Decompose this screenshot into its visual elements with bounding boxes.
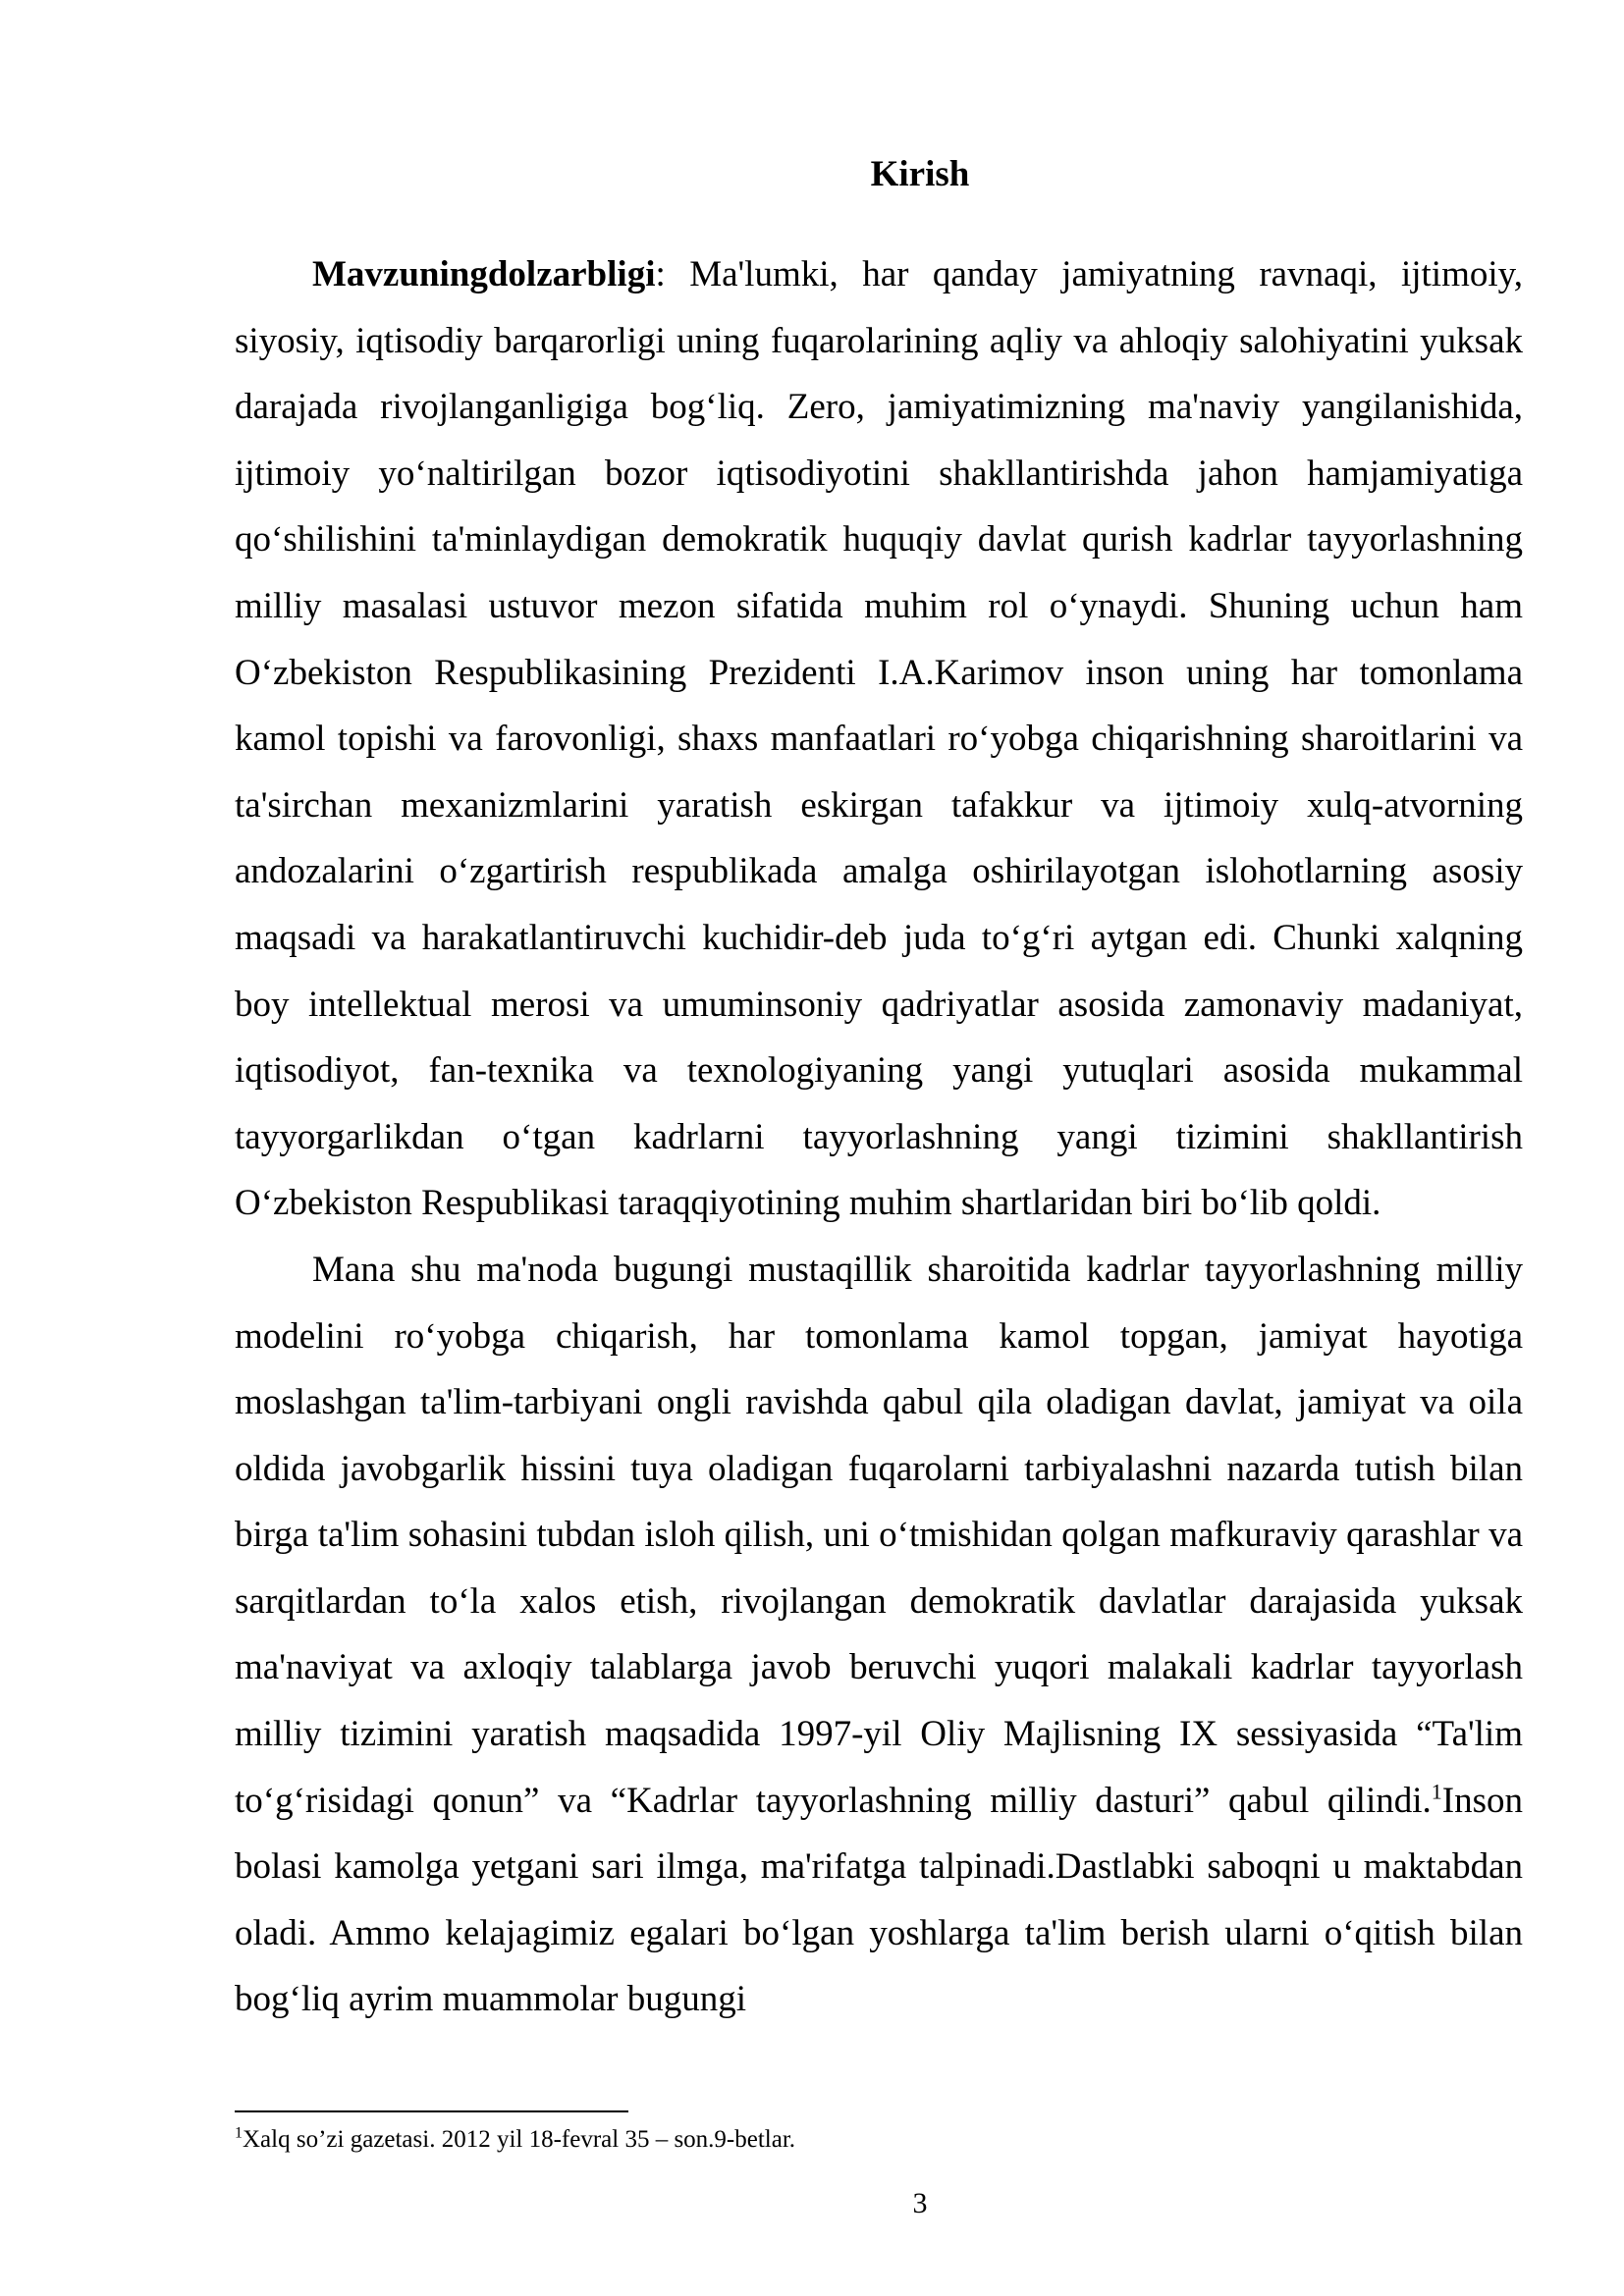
footnote-separator (235, 2110, 628, 2112)
paragraph-education-reform-text: Mana shu ma'noda bugungi mustaqillik sharoitida kadrlar tayyorlashning milliy modelini ro‘yobga chiqarish, har tomonlama kamol topgan, jamiyat hayotiga moslashgan ta'lim-tarbiyani ongli ravishda qabul qila oladigan davlat, jamiyat va oila oldida javobgarlik hissini tuya oladigan fuqarolarni tarbiyalashni nazarda tutish bilan birga ta'lim sohasini tubdan isloh qilish, uni o‘tmishidan qolgan mafkuraviy qarashlar va sarqitlardan to‘la xalos etish, rivojlangan demokratik davlatlar darajasida yuksak ma'naviyat va axloqiy talablarga javob beruvchi yuqori malakali kadrlar tayyorlash milliy tizimini yaratish maqsadida 1997-yil Oliy Majlisning IX sessiyasida “Ta'lim to‘g‘risidagi qonun” va “Kadrlar tayyorlashning milliy dasturi” qabul qilindi. (235, 1249, 1523, 1821)
section-heading: Kirish (870, 154, 970, 194)
footnote-text: Xalq so’zi gazetasi. 2012 yil 18-fevral 35 – son.9-betlar. (243, 2126, 796, 2153)
paragraph-relevance (235, 241, 1523, 1237)
paragraph-education-reform (235, 1237, 1523, 2033)
page-number: 3 (912, 2187, 928, 2219)
relevance-label: Mavzuningdolzarbligi (312, 254, 656, 294)
paragraph-education-reform-continuation: Inson bolasi kamolga yetgani sari ilmga, ma'rifatga talpinadi.Dastlabki saboqni u maktabdan oladi. Ammo kelajagimiz egalari bo‘lgan yoshlarga ta'lim berish ularni o‘qitish bilan bog‘liq ayrim muammolar bugungi (235, 1780, 1523, 2020)
body-text (235, 241, 1523, 2033)
footnote-reference: 1 (1431, 1779, 1442, 1804)
footnote-marker: 1 (235, 2124, 243, 2142)
relevance-label-separator: : (655, 254, 666, 294)
paragraph-relevance-text: Ma'lumki, har qanday jamiyatning ravnaqi, ijtimoiy, siyosiy, iqtisodiy barqarorligi uning fuqarolarining aqliy va ahloqiy salohiyatini yuksak darajada rivojlanganligiga bog‘liq. Zero, jamiyatimizning ma'naviy yangilanishida, ijtimoiy yo‘naltirilgan bozor iqtisodiyotini shakllantirishda jahon hamjamiyatiga qo‘shilishini ta'minlaydigan demokratik huquqiy davlat qurish kadrlar tayyorlashning milliy masalasi ustuvor mezon sifatida muhim rol o‘ynaydi. Shuning uchun ham O‘zbekiston Respublikasining Prezidenti I.A.Karimov inson uning har tomonlama kamol topishi va farovonligi, shaxs manfaatlari ro‘yobga chiqarishning sharoitlarini va ta'sirchan mexanizmlarini yaratish eskirgan tafakkur va ijtimoiy xulq-atvorning andozalarini o‘zgartirish respublikada amalga oshirilayotgan islohotlarning asosiy maqsadi va harakatlantiruvchi kuchidir-deb juda to‘g‘ri aytgan edi. Chunki xalqning boy intellektual merosi va umuminsoniy qadriyatlar asosida zamonaviy madaniyat, iqtisodiyot, fan-texnika va texnologiyaning yangi yutuqlari asosida mukammal tayyorgarlikdan o‘tgan kadrlarni tayyorlashning yangi tizimini shakllantirish O‘zbekiston Respublikasi taraqqiyotining muhim shartlaridan biri bo‘lib qoldi. (235, 254, 1523, 1224)
footnote (235, 2123, 1413, 2157)
